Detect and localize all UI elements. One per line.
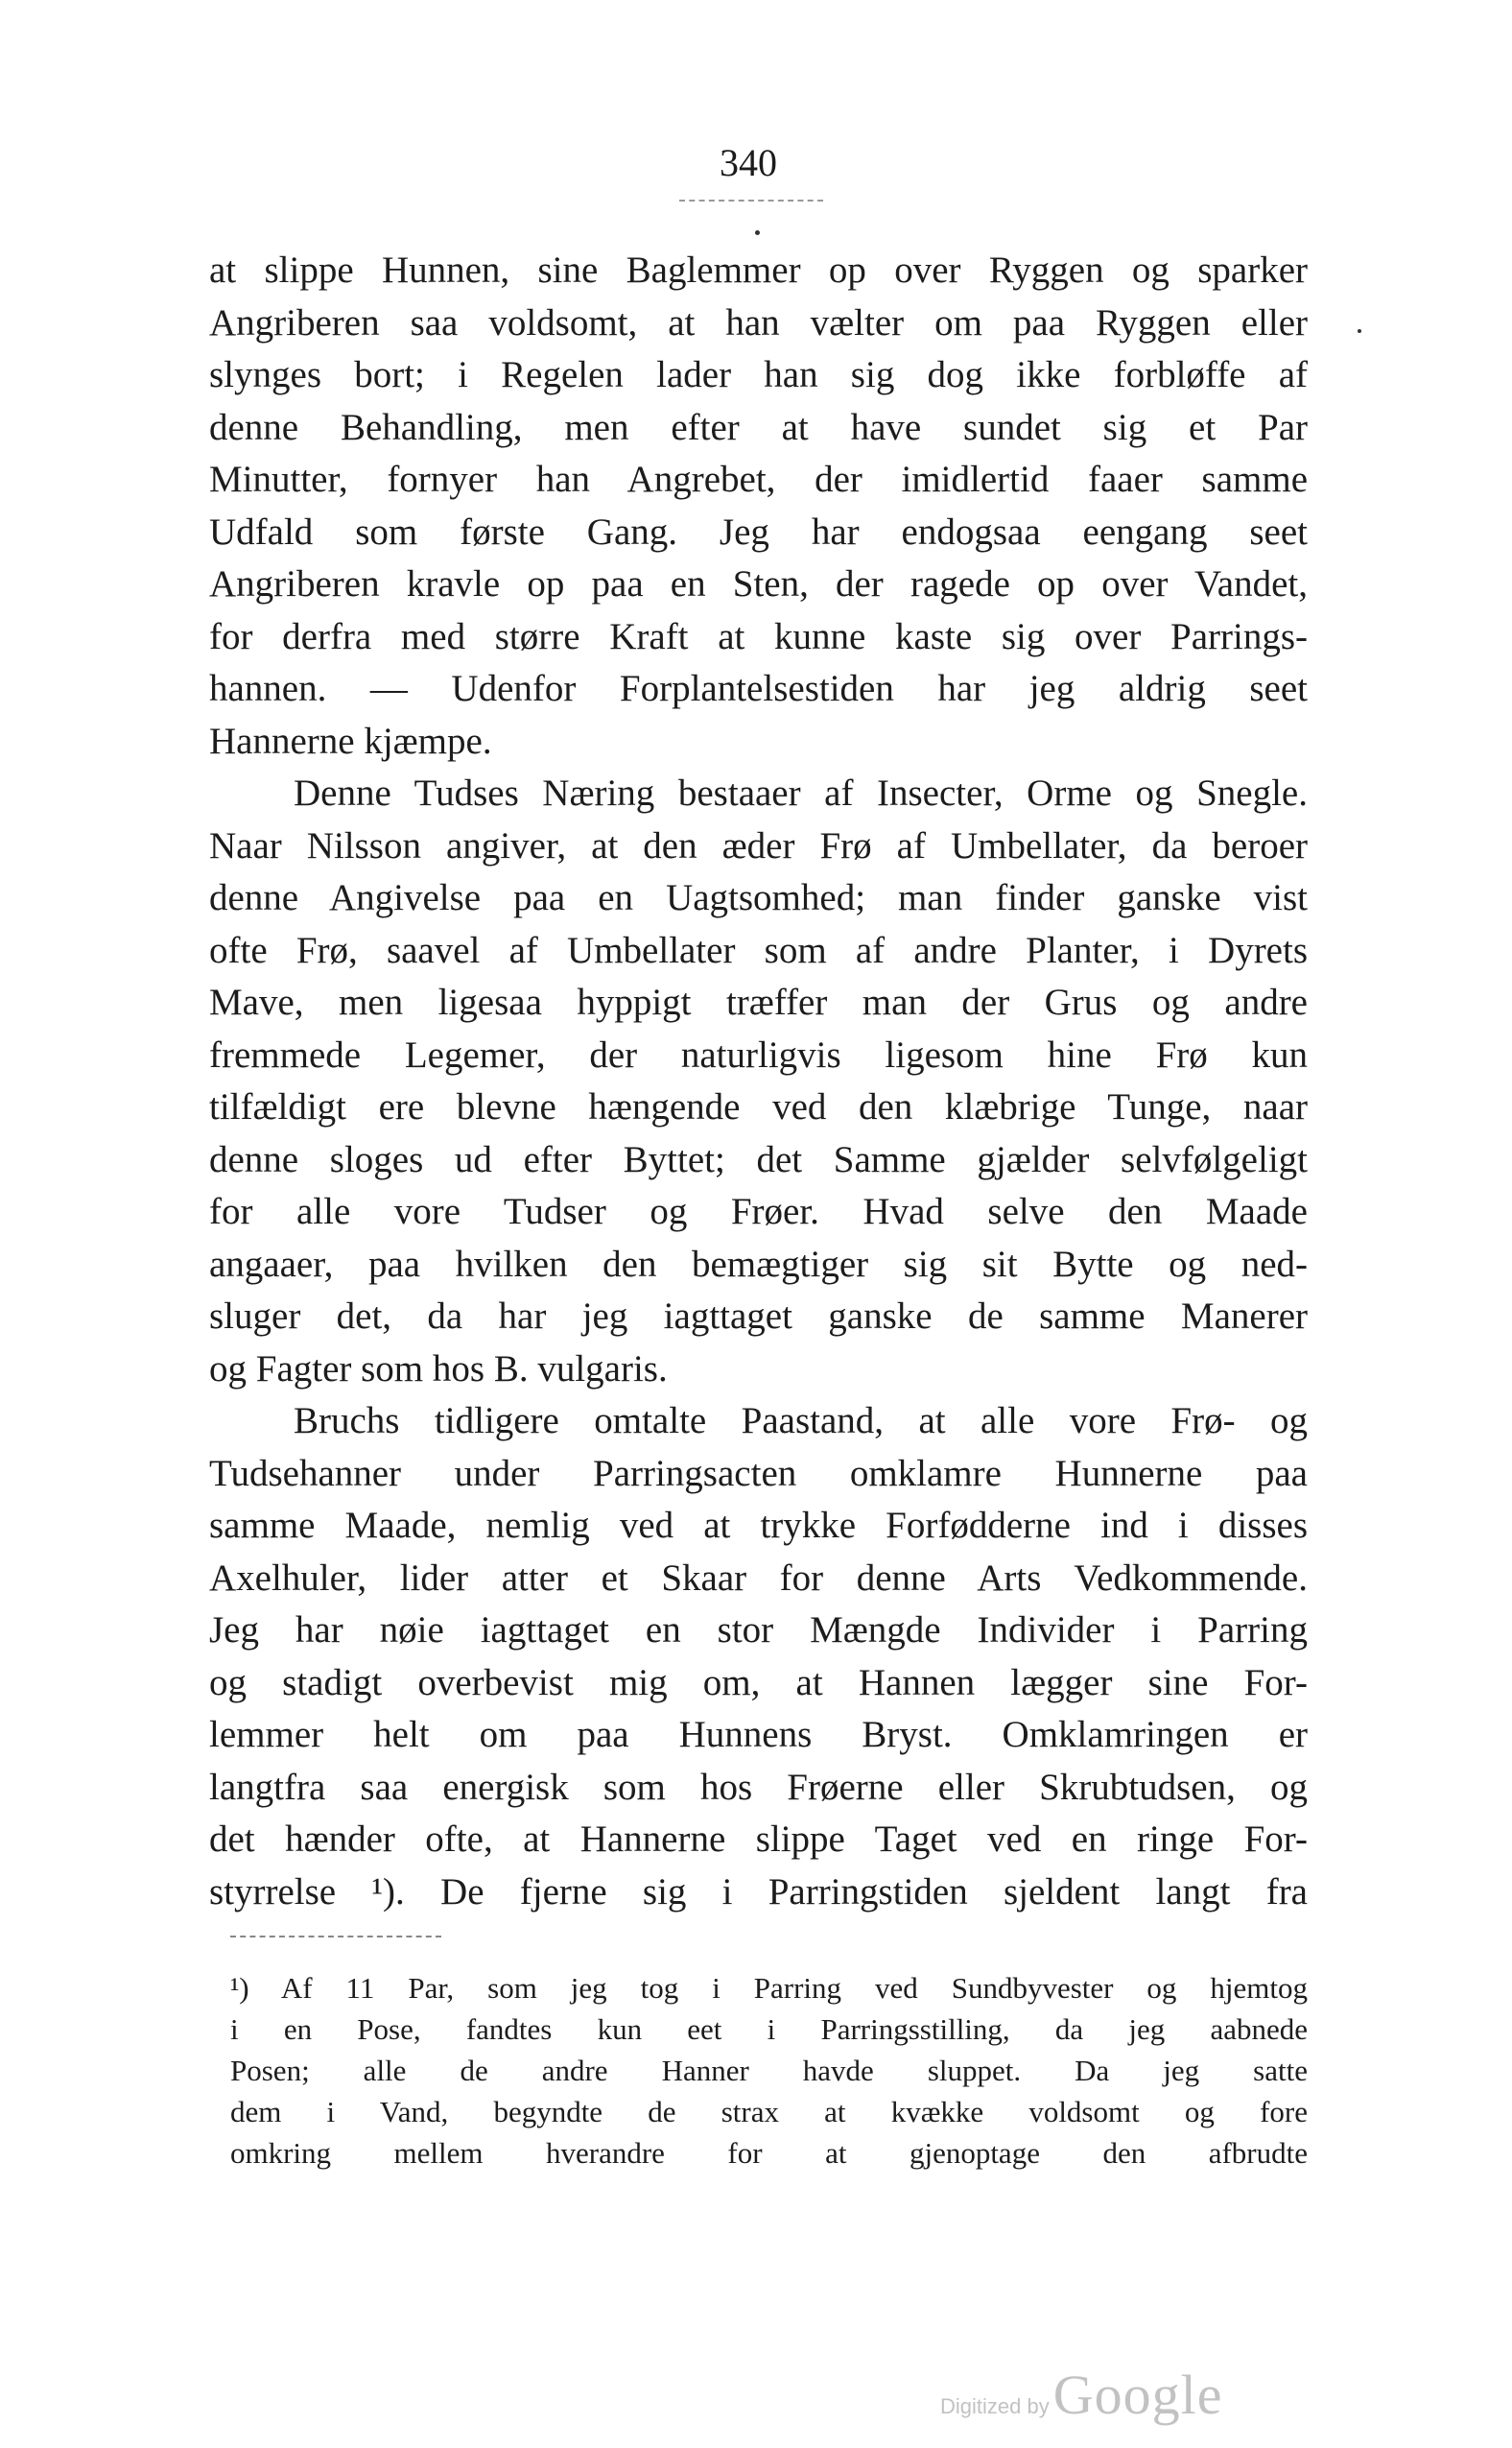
text-line: styrrelse ¹). De fjerne sig i Parringstiden sjeldent langt fra <box>209 1870 1308 1913</box>
text-line: Mave, men ligesaa hyppigt træffer man der Grus og andre <box>209 982 1308 1023</box>
footnote-line: dem i Vand, begyndte de strax at kvække voldsomt og fore <box>230 2095 1308 2128</box>
text-line: Jeg har nøie iagttaget en stor Mængde Individer i Parring <box>209 1609 1308 1651</box>
text-line: hannen. — Udenfor Forplantelsestiden har jeg aldrig seet <box>209 668 1308 709</box>
text-line: lemmer helt om paa Hunnens Bryst. Omklamringen er <box>209 1714 1308 1755</box>
text-line: at slippe Hunnen, sine Baglemmer op over Ryggen og sparker <box>209 250 1308 291</box>
footnote-line: ¹) Af 11 Par, som jeg tog i Parring ved Sundbyvester og hjemtog <box>230 1971 1308 2005</box>
text-line: ofte Frø, saavel af Umbellater som af andre Planter, i Dyrets <box>209 929 1308 971</box>
text-line: denne sloges ud efter Byttet; det Samme gjælder selvfølgeligt <box>209 1138 1308 1180</box>
footnote-rule <box>230 1936 441 1937</box>
text-line: langtfra saa energisk som hos Frøerne eller Skrubtudsen, og <box>209 1766 1308 1808</box>
text-line: fremmede Legemer, der naturligvis ligesom hine Frø kun <box>209 1034 1308 1076</box>
page-number: 340 <box>720 141 777 184</box>
body-text <box>209 245 1308 1918</box>
digitized-watermark <box>940 2363 1222 2427</box>
text-line: Naar Nilsson angiver, at den æder Frø af Umbellater, da beroer <box>209 824 1308 867</box>
text-line: og Fagter som hos B. vulgaris. <box>209 1347 668 1390</box>
text-line: Hannerne kjæmpe. <box>209 720 492 762</box>
text-line: angaaer, paa hvilken den bemægtiger sig sit Bytte og ned- <box>209 1243 1308 1285</box>
text-line: for alle vore Tudser og Frøer. Hvad selve den Maade <box>209 1191 1308 1232</box>
text-line: Udfald som første Gang. Jeg har endogsaa eengang seet <box>209 511 1308 553</box>
text-line: tilfældigt ere blevne hængende ved den klæbrige Tunge, naar <box>209 1086 1308 1128</box>
footnote <box>230 1967 1308 2174</box>
print-speck <box>1358 329 1361 333</box>
text-line: denne Angivelse paa en Uagtsomhed; man finder ganske vist <box>209 877 1308 918</box>
text-line: Angriberen saa voldsomt, at han vælter om paa Ryggen eller <box>209 301 1308 344</box>
footnote-line: omkring mellem hverandre for at gjenoptage den afbrudte <box>230 2136 1308 2170</box>
text-line: det hænder ofte, at Hannerne slippe Taget ved en ringe For- <box>209 1818 1308 1860</box>
watermark-prefix: Digitized by <box>940 2394 1050 2418</box>
text-line: Minutter, fornyer han Angrebet, der imidlertid faaer samme <box>209 459 1308 500</box>
footnote-line: Posen; alle de andre Hanner havde sluppet. Da jeg satte <box>230 2054 1308 2087</box>
text-line: Tudsehanner under Parringsacten omklamre Hunnerne paa <box>209 1452 1308 1494</box>
text-line: samme Maade, nemlig ved at trykke Forfødderne ind i disses <box>209 1505 1308 1546</box>
text-line: Denne Tudses Næring bestaaer af Insecter, Orme og Snegle. <box>294 772 1308 814</box>
page-number-rule <box>679 200 823 202</box>
text-line: denne Behandling, men efter at have sundet sig et Par <box>209 406 1308 448</box>
text-line: Axelhuler, lider atter et Skaar for denne Arts Vedkommende. <box>209 1557 1308 1599</box>
text-line: Bruchs tidligere omtalte Paastand, at alle vore Frø- og <box>294 1400 1308 1441</box>
text-line: Angriberen kravle op paa en Sten, der ragede op over Vandet, <box>209 563 1308 605</box>
text-line: for derfra med større Kraft at kunne kaste sig over Parrings- <box>209 615 1308 657</box>
text-line: slynges bort; i Regelen lader han sig dog ikke forbløffe af <box>209 354 1308 395</box>
watermark-logo: Google <box>1052 2364 1223 2426</box>
footnote-line: i en Pose, fandtes kun eet i Parringsstilling, da jeg aabnede <box>230 2012 1308 2046</box>
text-line: og stadigt overbevist mig om, at Hannen lægger sine For- <box>209 1661 1308 1703</box>
print-speck <box>755 230 760 235</box>
text-line: sluger det, da har jeg iagttaget ganske de samme Manerer <box>209 1295 1308 1337</box>
